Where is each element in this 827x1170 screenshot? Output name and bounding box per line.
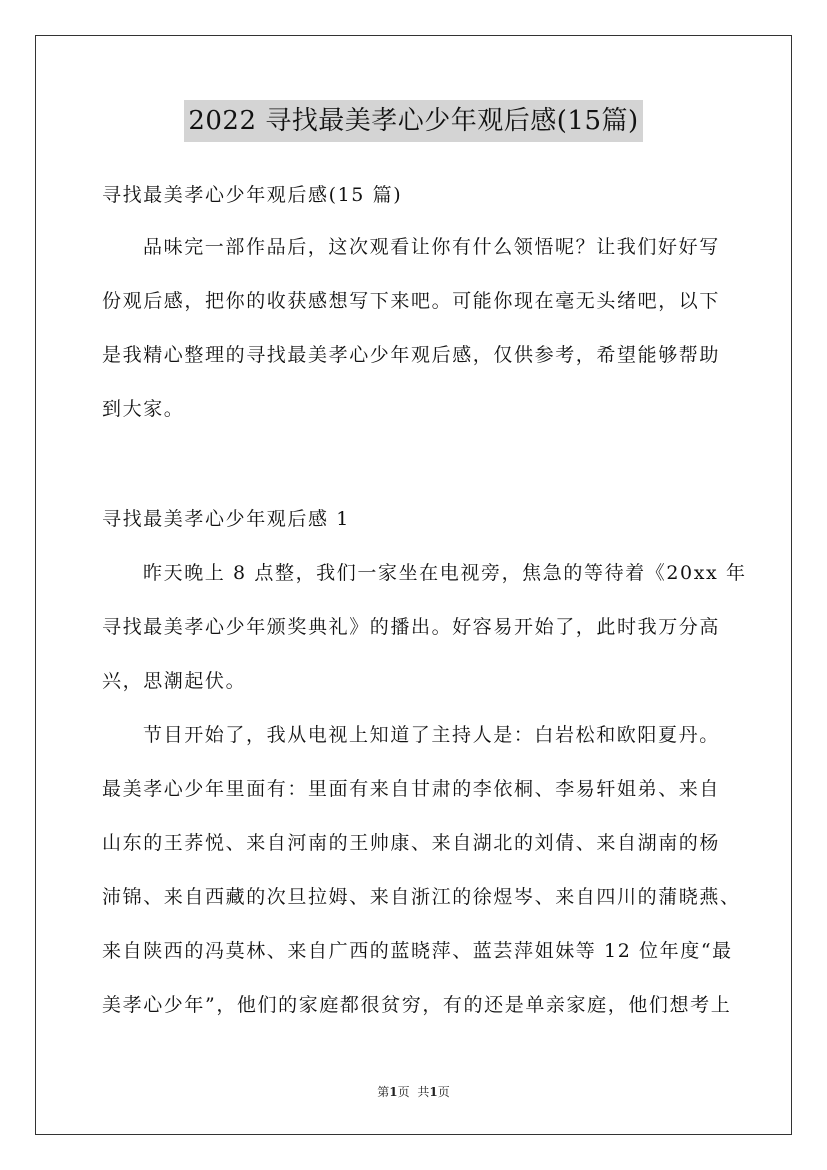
paragraph-line: 美孝心少年”，他们的家庭都很贫穷，有的还是单亲家庭，他们想考上 bbox=[102, 994, 732, 1016]
page-suffix: 页 bbox=[397, 1085, 410, 1099]
paragraph-line: 兴，思潮起伏。 bbox=[102, 670, 247, 692]
total-suffix: 页 bbox=[437, 1085, 450, 1099]
total-prefix: 共 bbox=[417, 1085, 430, 1099]
paragraph-line: 份观后感，把你的收获感想写下来吧。可能你现在毫无头绪吧，以下 bbox=[102, 290, 721, 312]
page-prefix: 第 bbox=[377, 1085, 390, 1099]
paragraph-line: 来自陕西的冯莫林、来自广西的蓝晓萍、蓝芸萍姐妹等 12 位年度“最 bbox=[102, 940, 733, 962]
paragraph-line: 沛锦、来自西藏的次旦拉姆、来自浙江的徐煜岑、来自四川的蒲晓燕、 bbox=[102, 886, 741, 908]
paragraph-line: 品味完一部作品后，这次观看让你有什么领悟呢？让我们好好写 bbox=[143, 236, 720, 258]
section-heading: 寻找最美孝心少年观后感 1 bbox=[102, 508, 350, 530]
paragraph-line: 昨天晚上 8 点整，我们一家坐在电视旁，焦急的等待着《20xx 年 bbox=[143, 562, 747, 584]
title-wrap bbox=[0, 100, 827, 142]
paragraph-line: 山东的王荞悦、来自河南的王帅康、来自湖北的刘倩、来自湖南的杨 bbox=[102, 832, 721, 854]
page-footer bbox=[0, 1083, 827, 1100]
document-title: 2022 寻找最美孝心少年观后感(15篇) bbox=[184, 100, 642, 142]
subtitle-line: 寻找最美孝心少年观后感(15 篇) bbox=[102, 184, 403, 206]
paragraph-line: 寻找最美孝心少年颁奖典礼》的播出。好容易开始了，此时我万分高 bbox=[102, 616, 721, 638]
paragraph-line: 最美孝心少年里面有：里面有来自甘肃的李依桐、李易轩姐弟、来自 bbox=[102, 778, 721, 800]
paragraph-line: 是我精心整理的寻找最美孝心少年观后感，仅供参考，希望能够帮助 bbox=[102, 344, 721, 366]
total-pages: 1 bbox=[429, 1085, 438, 1099]
page-number: 1 bbox=[389, 1085, 398, 1099]
paragraph-line: 到大家。 bbox=[102, 398, 185, 420]
paragraph-line: 节目开始了，我从电视上知道了主持人是：白岩松和欧阳夏丹。 bbox=[143, 724, 720, 746]
